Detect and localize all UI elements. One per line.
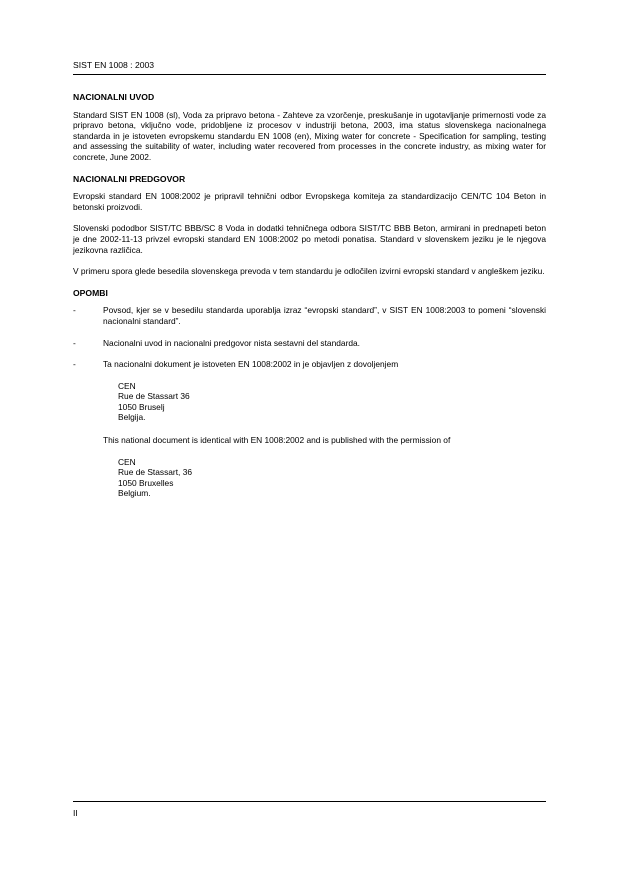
- address-line: 1050 Bruxelles: [118, 477, 174, 488]
- address-line: Rue de Stassart, 36: [118, 467, 193, 478]
- section-title-nacionalni-uvod: NACIONALNI UVOD: [73, 92, 155, 102]
- nacionalni-uvod-body: Standard SIST EN 1008 (sl), Voda za pripravo betona - Zahteve za vzorčenje, preskušanje in ugotavljanje primernosti vode za pripravo betona, vključno vode, pridobljene iz procesov v industriji betona, 2003, ima status slovenskega nacionalnega standarda in je istoveten evropskemu standardu EN 1008 (en), Mixing water for concrete - Specification for sampling, testing and assessing the suitability of water, including water recovered from processes in the concrete industry, as mixing water for concrete, June 2002.: [73, 109, 546, 162]
- section-title-opombi: OPOMBI: [73, 287, 108, 298]
- note-bullet: -: [73, 359, 76, 370]
- section-title-nacionalni-predgovor: NACIONALNI PREDGOVOR: [73, 173, 186, 184]
- address-line: Belgija.: [118, 412, 146, 423]
- header-rule: [73, 74, 546, 75]
- predgovor-paragraph-2: Slovenski pododbor SIST/TC BBB/SC 8 Voda in dodatki tehničnega odbora SIST/TC BBB Beton, armirani in prednapeti beton je dne 2002-11-13 privzel evropski standard EN 1008:2002 po metodi ponatisa. Standard v slovenskem jeziku je le njegova jezikovna različica.: [73, 223, 546, 255]
- address-line: CEN: [118, 456, 136, 467]
- note-text: Ta nacionalni dokument je istoveten EN 1008:2002 in je objavljen z dovoljenjem: [103, 359, 399, 370]
- address-block-sl: [118, 381, 546, 423]
- note-item: [73, 305, 546, 326]
- header-doc-id: SIST EN 1008 : 2003: [73, 60, 155, 70]
- address-block-en: [118, 457, 546, 499]
- note-text: Nacionalni uvod in nacionalni predgovor nista sestavni del standarda.: [103, 337, 360, 348]
- address-line: Belgium.: [118, 488, 151, 499]
- note-text: Povsod, kjer se v besedilu standarda uporablja izraz “evropski standard”, v SIST EN 1008:2003 to pomeni “slovenski nacionalni standard”.: [103, 305, 546, 326]
- predgovor-paragraph-1: Evropski standard EN 1008:2002 je pripravil tehnični odbor Evropskega komiteja za standardizacijo CEN/TC 104 Beton in betonski proizvodi.: [73, 191, 546, 212]
- page-number: II: [73, 808, 78, 818]
- address-line: Rue de Stassart 36: [118, 391, 190, 402]
- note-item: [73, 338, 546, 349]
- predgovor-paragraph-3: V primeru spora glede besedila slovenskega prevoda v tem standardu je odločilen izvirni evropski standard v angleškem jeziku.: [73, 266, 545, 277]
- note-item: [73, 359, 546, 370]
- address-line: 1050 Bruselj: [118, 401, 165, 412]
- page-content: [73, 92, 546, 511]
- note-bullet: -: [73, 337, 76, 348]
- footer-rule: [73, 801, 546, 802]
- note-bullet: -: [73, 305, 76, 316]
- address-line: CEN: [118, 380, 136, 391]
- note-english: This national document is identical with EN 1008:2002 and is published with the permission of: [103, 435, 451, 446]
